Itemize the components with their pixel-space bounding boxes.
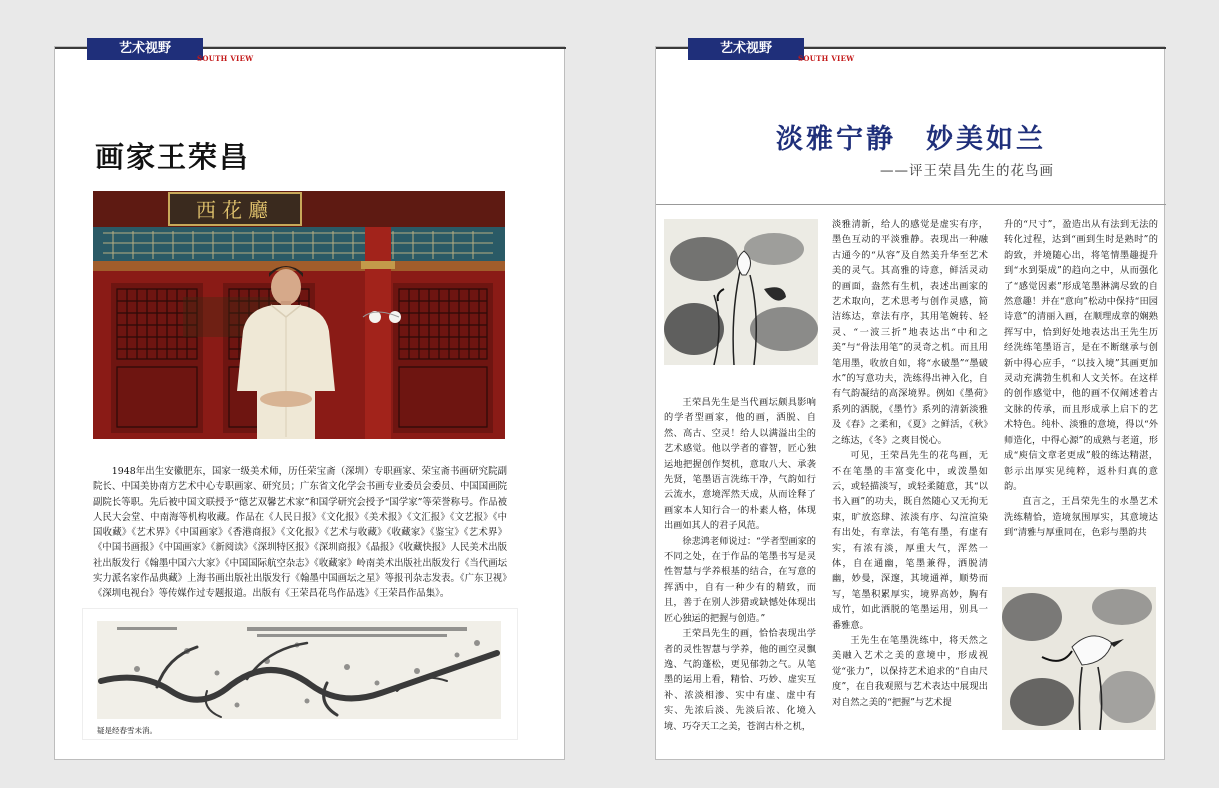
article-paragraph: 王荣昌先生的画，恰恰表现出学者的灵性智慧与学养，他的画空灵飘逸、气韵蓬松，更见郁勃之气。从笔墨的运用上看，精恰、巧妙、虚实互补、浓淡相渗、实中有虚、虚中有实、先浓后淡、先淡后浓、化境入境、巧夺天工之美，苍润古朴之机， — [664, 628, 816, 732]
section-tag-subtitle: SOUTH VIEW — [197, 54, 254, 63]
lotus-ink-painting — [664, 219, 818, 365]
article-subtitle: ——评王荣昌先生的花鸟画 — [880, 163, 1054, 179]
article-paragraph: 直言之，王昌荣先生的水墨艺术洗练精恰，造境氛围厚实，其意境达到“清雅与厚重同在，色彩与墨韵共 — [1004, 496, 1158, 539]
bird-illustration — [1002, 587, 1156, 730]
right-page — [655, 41, 1165, 760]
article-paragraph: 王先生在笔墨洗练中，将天然之美融入艺术之美的意境中，形成视觉“张力”，以保持艺术追求的“自由尺度”，在自我观照与艺术表达中展现出对自然之美的“把握”与艺术提 — [832, 634, 988, 708]
lotus-illustration — [664, 219, 818, 365]
temple-scene-illustration — [93, 191, 505, 439]
article-column-1 — [664, 395, 816, 734]
plaque-text: 西花廳 — [196, 198, 274, 222]
painting-caption: 疑是经春雪未消。 — [97, 726, 157, 735]
section-tag: 艺术视野 — [87, 38, 203, 60]
article-column-3 — [1004, 217, 1158, 541]
plum-blossom-illustration — [97, 621, 501, 719]
article-paragraph: 徐悲鸿老师说过：“学者型画家的不同之处，在于作品的笔墨书写是灵性智慧与学养根基的结合，在写意的挥洒中，自有一种少有的精致，而且，善于在别人涉猎或缺憾处体现出匠心独运的把握与创造。” — [664, 535, 816, 624]
article-paragraph: 可见，王荣昌先生的花鸟画，无不在笔墨的丰富变化中，或泼墨如云，或轻描淡写，或轻柔随意，其“以书入画”的功夫，既自然随心又无拘无束，旷放恣肆、浓淡有序、勾渲渲染有出处，有章法，有笔有墨，有虚有实，有浓有淡，厚重大气，浑然一体，自在通幽，笔墨兼得，洒脱清幽，妙曼，深邃，其境通禅，顺势而写，笔墨积累厚实，境界高妙，胸有成竹，如此洒脱的笔墨运用，别具一番雅意。 — [832, 450, 988, 631]
article-paragraph: 王荣昌先生是当代画坛颇具影响的学者型画家，他的画，洒脱、自然、高古、空灵！给人以满溢出尘的艺术感觉。他以学者的睿智，匠心独运地把握创作契机，意取八大、承袭先贤，笔墨语言洗练干净，气韵如行云流水，意境浑然天成，从而诠释了画家本人知行合一的朴素人格，体现出画如其人的君子风范。 — [664, 397, 816, 532]
left-page — [54, 41, 565, 760]
title-divider — [656, 204, 1166, 205]
section-tag: 艺术视野 — [688, 38, 804, 60]
article-paragraph: 淡雅清新，给人的感觉是虚实有序，墨色互动的平淡雅静。表现出一种融古通今的“从容”及自然美升华至艺术美的灵气。其高雅的诗意，鲜活灵动的画面，盎然有生机，表述出画家的艺术取向，艺术思考与创作灵感，简洁练达，章法有序，其用笔婉转、轻灵、“一波三折”地表达出“中和之美”与“骨法用笔”的灵奇之机。而且用笔用墨，收放自如，将“水破墨”“墨破水”的写意功夫，洗练得出神入化，自有气韵凝结的高深境界。例如《墨荷》系列的洒脱，《墨竹》系列的清新淡雅及《春》之柔和，《夏》之鲜活，《秋》之练达，《冬》之爽目悦心。 — [832, 219, 988, 446]
article-column-2 — [832, 217, 988, 710]
article-title: 淡雅宁静 妙美如兰 — [776, 124, 1046, 155]
painting-frame — [83, 609, 517, 739]
plum-blossom-painting — [97, 621, 501, 719]
section-tag-subtitle: SOUTH VIEW — [798, 54, 855, 63]
bird-ink-painting — [1002, 587, 1156, 730]
artist-photo — [93, 191, 505, 439]
article-paragraph: 升的“尺寸”，盈造出从有法到无法的转化过程，达到“画到生时是熟时”的韵致，并境随心出，将笔情墨趣提升到“水到渠成”的趋向之中，从而强化了“感觉因素”形成笔墨淋漓尽致的自然意趣！并在“意向”松动中保持“田园诗意”的清丽入画，在顺理成章的娴熟挥写中，恰到好处地表达出王先生历经洗练笔墨语言，是在不断继承与创新中得心应手，“以技入境”其画更加灵动充满勃生机和人文关怀。在这样的创作感觉中，他的画不仅阐述着古文脉的传承，而且形成承上启下的艺术特色。纯朴、淡雅的意境，得以“外师造化，中得心源”的成熟与老道，形成“庾信文章老更成”般的练达精湛，彰示出厚实见纯粹，返朴归真的意韵。 — [1004, 219, 1158, 492]
artist-bio: 1948年出生安徽肥东，国家一级美术师，历任荣宝斋（深圳）专职画家、荣宝斋书画研究院副院长、中国美协南方艺术中心专职画家、研究员；广东省文化学会书画专业委员会委员、中国国画院副院长等职。先后被中国文联授予“德艺双馨艺术家”和国学研究会授予“国学家”等荣誉称号。作品被人民大会堂、中南海等机构收藏。作品在《人民日报》《文化报》《美术报》《文汇报》《文艺报》《中国收藏》《艺术界》《中国画家》《香港商报》《文化报》《艺术与收藏》《收藏家》《鉴宝》《艺术界》《中国书画报》《中国画家》《新阅读》《深圳特区报》《深圳商报》《晶报》《收藏快报》人民美术出版社出版发行《翰墨中国六大家》《中国国际航空杂志》《收藏家》岭南美术出版社出版发行《当代画坛实力派名家作品典藏》上海书画出版社出版发行《翰墨中国画坛之星》等报刊杂志发表。《广东卫视》《深圳电视台》等传媒作过专题报道。出版有《王荣昌花鸟作品选》《王荣昌作品集》。 — [93, 466, 507, 600]
page-title: 画家王荣昌 — [95, 140, 251, 174]
